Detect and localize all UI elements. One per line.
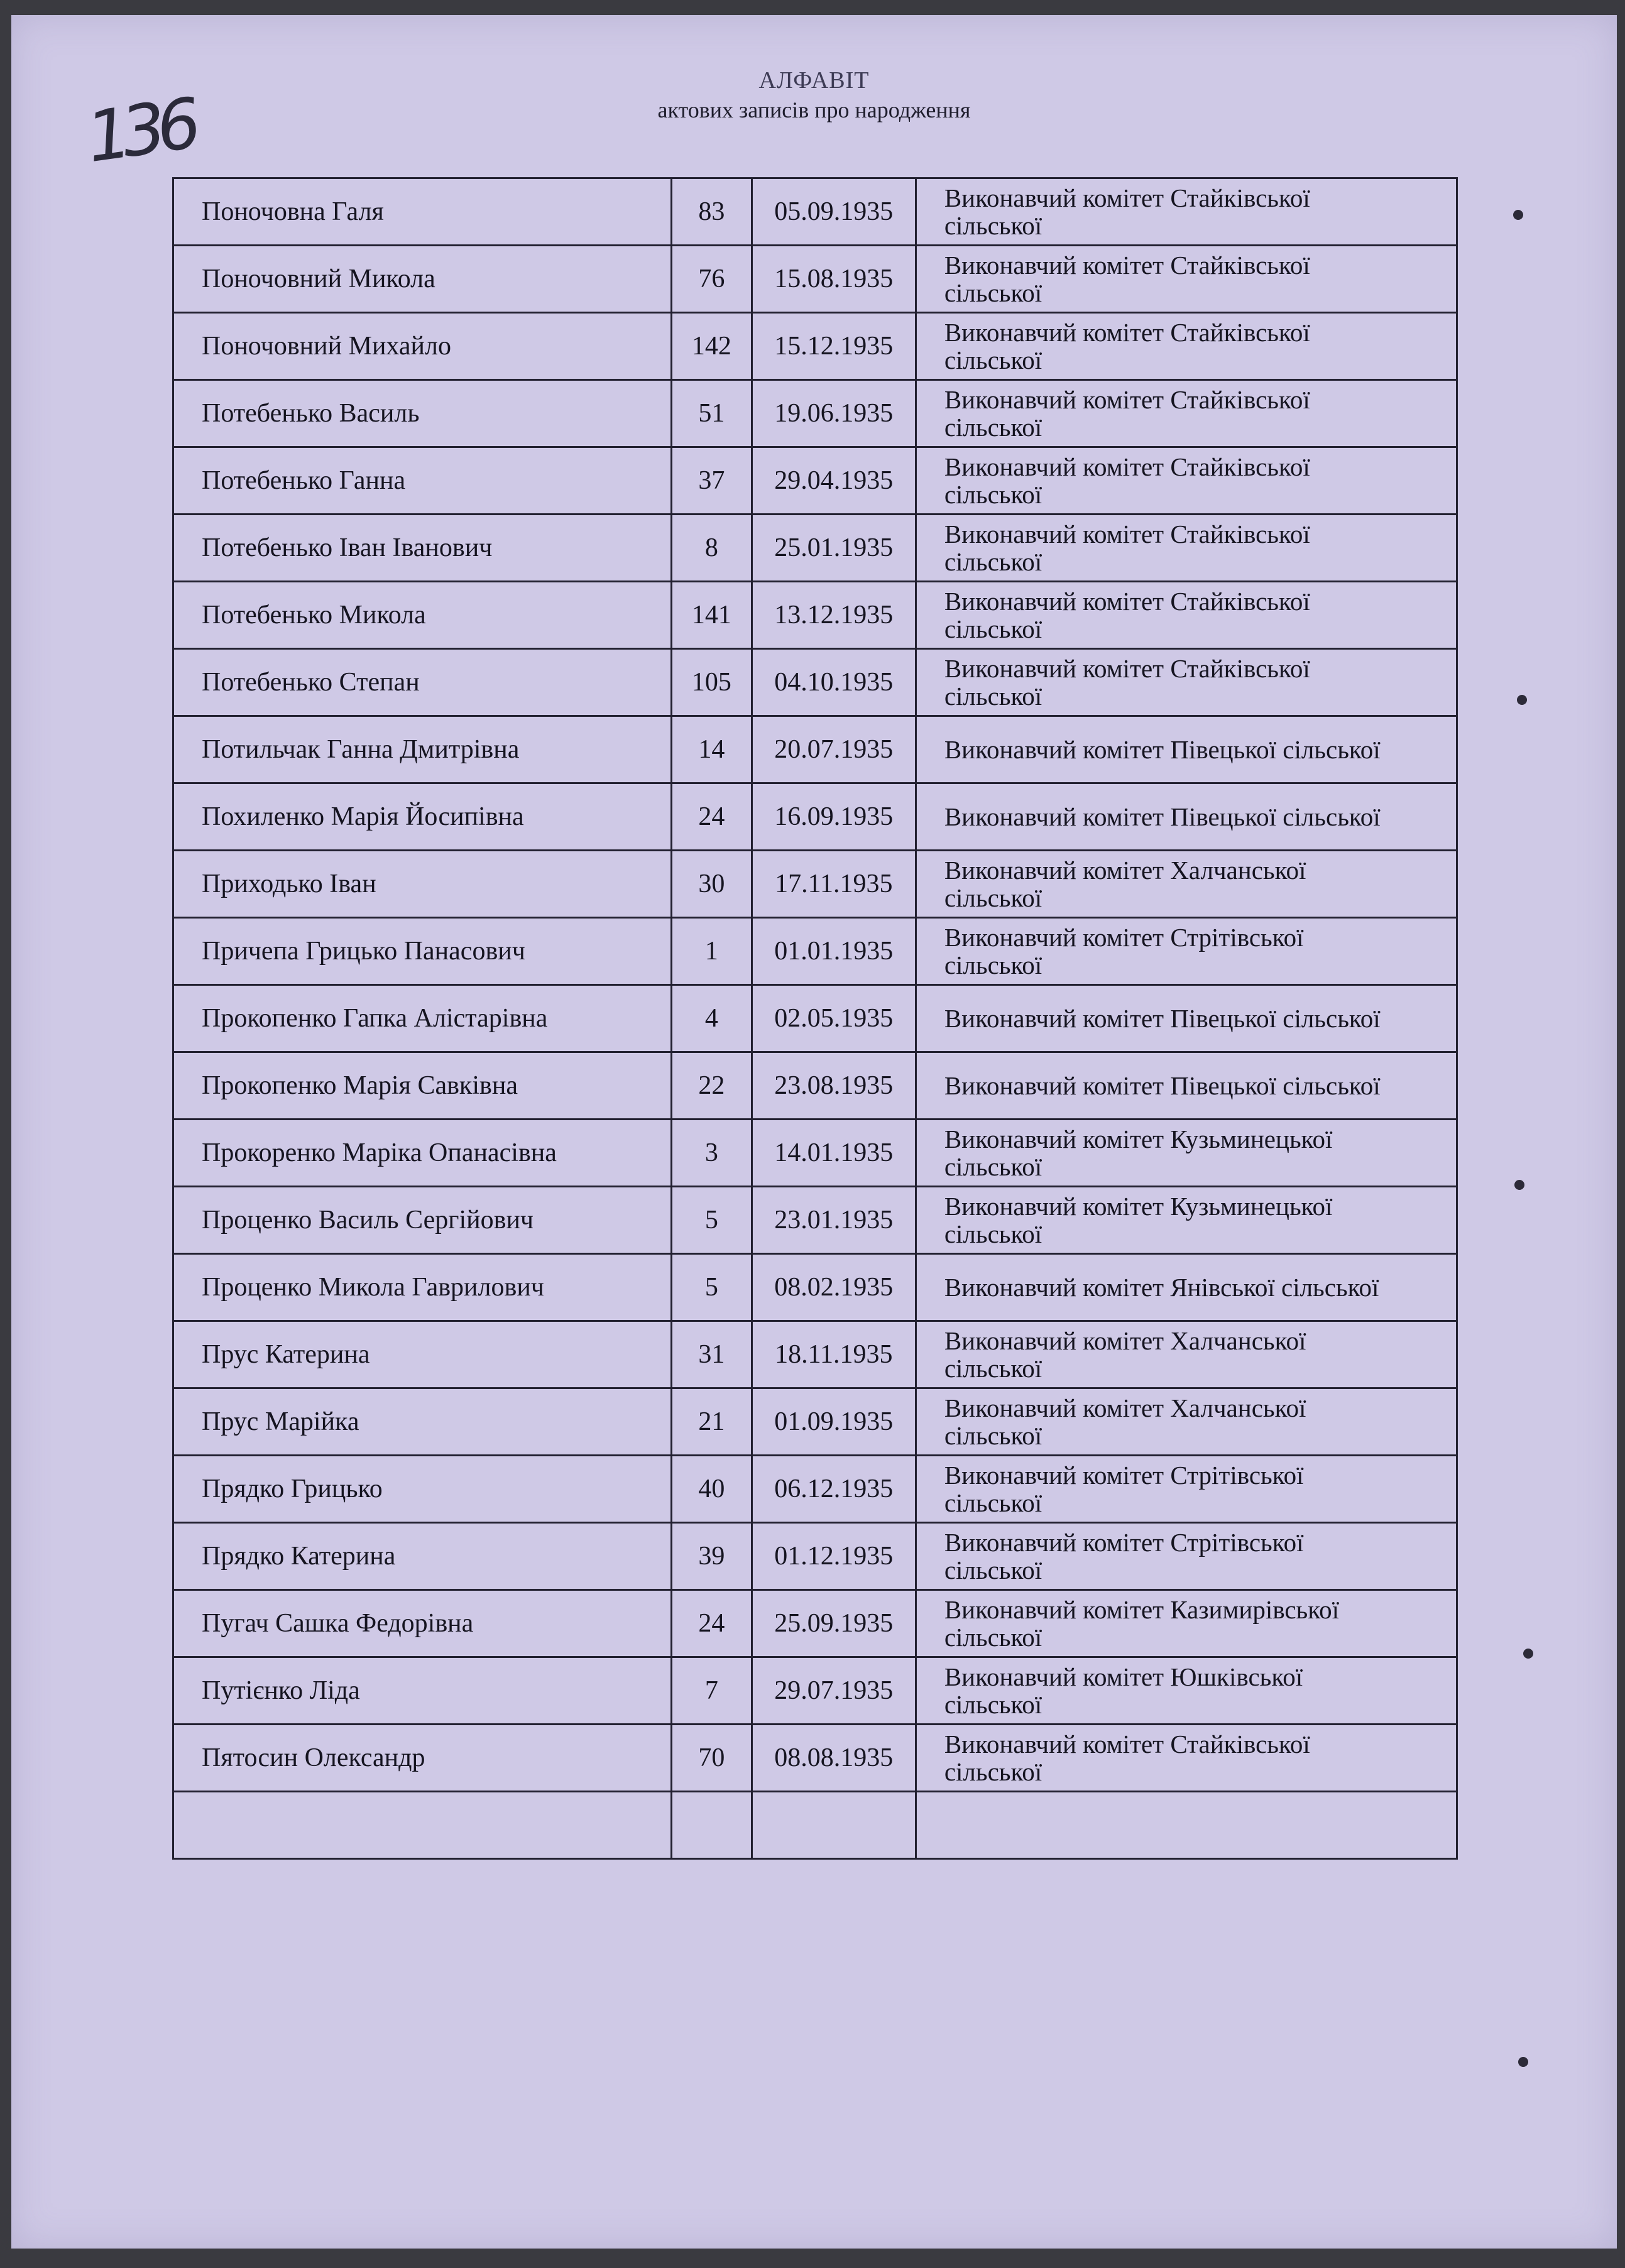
record-office: [916, 1456, 1457, 1523]
record-number: 1: [672, 918, 752, 985]
page-title: АЛФАВІТ: [758, 67, 870, 94]
folio-number: 136: [81, 83, 198, 178]
record-date: 02.05.1935: [752, 985, 916, 1052]
record-office: [916, 1388, 1457, 1456]
record-name: [173, 1792, 672, 1859]
record-date: 19.06.1935: [752, 380, 916, 447]
record-office-line1: Виконавчий комітет Янівської сільської: [944, 1273, 1379, 1302]
record-date: 15.12.1935: [752, 313, 916, 380]
record-office-line1: Виконавчий комітет Стайківської: [944, 654, 1310, 683]
record-office: [916, 447, 1457, 515]
record-name: Похиленко Марія Йосипівна: [173, 783, 672, 851]
record-office-line1: Виконавчий комітет Стайківської: [944, 520, 1310, 548]
record-office: [916, 1052, 1457, 1120]
birth-register-table: [172, 177, 1458, 1860]
record-office-line1: Виконавчий комітет Стрітівської: [944, 1528, 1304, 1557]
table-row: [173, 649, 1457, 716]
record-office-line1: Виконавчий комітет Стрітівської: [944, 923, 1304, 952]
record-office: [916, 851, 1457, 918]
record-office: [916, 1120, 1457, 1187]
table-row: [173, 1725, 1457, 1792]
record-name: Прядко Грицько: [173, 1456, 672, 1523]
record-name: Прус Катерина: [173, 1321, 672, 1388]
record-date: 01.01.1935: [752, 918, 916, 985]
record-name: Потебенько Микола: [173, 582, 672, 649]
record-office-line2: сільської: [944, 951, 1042, 979]
record-office: [916, 649, 1457, 716]
table-row: [173, 1523, 1457, 1590]
record-office-line2: сільської: [944, 1690, 1042, 1719]
record-office: [916, 783, 1457, 851]
record-name: Потильчак Ганна Дмитрівна: [173, 716, 672, 783]
record-office: [916, 582, 1457, 649]
record-date: 29.07.1935: [752, 1657, 916, 1725]
record-office-line1: Виконавчий комітет Халчанської: [944, 1326, 1306, 1355]
page-subtitle: актових записів про народження: [657, 97, 971, 123]
record-office-line1: Виконавчий комітет Кузьминецької: [944, 1125, 1333, 1153]
record-name: Потебенько Василь: [173, 380, 672, 447]
record-number: 21: [672, 1388, 752, 1456]
record-office: [916, 246, 1457, 313]
record-date: 17.11.1935: [752, 851, 916, 918]
table-row: [173, 380, 1457, 447]
record-name: Прядко Катерина: [173, 1523, 672, 1590]
record-office: [916, 1254, 1457, 1321]
record-office: [916, 1590, 1457, 1657]
record-office-line1: Виконавчий комітет Казимирівської: [944, 1595, 1339, 1624]
record-number: 105: [672, 649, 752, 716]
record-number: 24: [672, 1590, 752, 1657]
record-date: 01.12.1935: [752, 1523, 916, 1590]
record-office: [916, 178, 1457, 246]
table-row: [173, 447, 1457, 515]
record-date: 06.12.1935: [752, 1456, 916, 1523]
record-office-line2: сільської: [944, 1623, 1042, 1652]
record-date: [752, 1792, 916, 1859]
table-row: [173, 1254, 1457, 1321]
record-office: [916, 1725, 1457, 1792]
record-name: Пятосин Олександр: [173, 1725, 672, 1792]
record-office-line2: сільської: [944, 614, 1042, 643]
record-office-line2: сільської: [944, 1219, 1042, 1248]
record-date: 18.11.1935: [752, 1321, 916, 1388]
record-date: 13.12.1935: [752, 582, 916, 649]
record-number: 51: [672, 380, 752, 447]
record-office-line1: Виконавчий комітет Півецької сільської: [944, 802, 1381, 831]
record-date: 20.07.1935: [752, 716, 916, 783]
record-office: [916, 985, 1457, 1052]
table-row: [173, 918, 1457, 985]
record-office-line2: сільської: [944, 1152, 1042, 1181]
record-date: 15.08.1935: [752, 246, 916, 313]
record-number: 24: [672, 783, 752, 851]
record-office-line2: сільської: [944, 1354, 1042, 1383]
record-date: 08.08.1935: [752, 1725, 916, 1792]
record-office-line1: Виконавчий комітет Юшківської: [944, 1662, 1303, 1691]
table-row: [173, 1321, 1457, 1388]
record-office: [916, 380, 1457, 447]
record-date: 01.09.1935: [752, 1388, 916, 1456]
record-number: 4: [672, 985, 752, 1052]
binding-hole-mark: [1523, 1649, 1533, 1659]
table-row: [173, 515, 1457, 582]
record-date: 23.01.1935: [752, 1187, 916, 1254]
table-row: [173, 985, 1457, 1052]
record-office: [916, 918, 1457, 985]
record-name: Поночовний Михайло: [173, 313, 672, 380]
record-number: 76: [672, 246, 752, 313]
record-office-line2: сільської: [944, 1757, 1042, 1786]
record-office-line1: Виконавчий комітет Півецької сільської: [944, 735, 1381, 764]
record-office: [916, 1187, 1457, 1254]
record-name: Потебенько Степан: [173, 649, 672, 716]
record-number: 5: [672, 1254, 752, 1321]
record-office-line1: Виконавчий комітет Півецької сільської: [944, 1071, 1381, 1100]
record-number: 3: [672, 1120, 752, 1187]
record-office: [916, 1523, 1457, 1590]
record-office-line1: Виконавчий комітет Стайківської: [944, 587, 1310, 616]
record-office-line2: сільської: [944, 547, 1042, 576]
record-number: 8: [672, 515, 752, 582]
record-office-line2: сільської: [944, 1556, 1042, 1584]
record-office-line1: Виконавчий комітет Стайківської: [944, 183, 1310, 212]
table-row: [173, 1657, 1457, 1725]
record-office-line2: сільської: [944, 1488, 1042, 1517]
table-row: [173, 1052, 1457, 1120]
record-date: 05.09.1935: [752, 178, 916, 246]
table-row: [173, 1590, 1457, 1657]
record-name: Пугач Сашка Федорівна: [173, 1590, 672, 1657]
record-date: 04.10.1935: [752, 649, 916, 716]
record-date: 23.08.1935: [752, 1052, 916, 1120]
record-name: Прокопенко Гапка Алістарівна: [173, 985, 672, 1052]
record-office-line1: Виконавчий комітет Халчанської: [944, 1393, 1306, 1422]
binding-hole-mark: [1514, 1180, 1524, 1190]
record-office-line1: Виконавчий комітет Стрітівської: [944, 1461, 1304, 1490]
record-name: Поночовна Галя: [173, 178, 672, 246]
table-row: [173, 178, 1457, 246]
record-name: Поночовний Микола: [173, 246, 672, 313]
record-office: [916, 313, 1457, 380]
record-number: 83: [672, 178, 752, 246]
table-row: [173, 582, 1457, 649]
record-office-line1: Виконавчий комітет Стайківської: [944, 318, 1310, 347]
record-number: 40: [672, 1456, 752, 1523]
binding-hole-mark: [1513, 210, 1523, 220]
table-row: [173, 313, 1457, 380]
record-name: Прокоренко Маріка Опанасівна: [173, 1120, 672, 1187]
record-office-line1: Виконавчий комітет Півецької сільської: [944, 1004, 1381, 1033]
record-number: 5: [672, 1187, 752, 1254]
record-office-line2: сільської: [944, 480, 1042, 509]
record-name: Проценко Василь Сергійович: [173, 1187, 672, 1254]
table-row: [173, 1187, 1457, 1254]
record-office: [916, 515, 1457, 582]
table-row: [173, 246, 1457, 313]
binding-hole-mark: [1518, 2057, 1528, 2067]
table-row: [173, 1792, 1457, 1859]
record-name: Приходько Іван: [173, 851, 672, 918]
record-office-line1: Виконавчий комітет Стайківської: [944, 385, 1310, 414]
table-row: [173, 783, 1457, 851]
record-number: 37: [672, 447, 752, 515]
record-name: Потебенько Іван Іванович: [173, 515, 672, 582]
record-date: 16.09.1935: [752, 783, 916, 851]
record-name: Путієнко Ліда: [173, 1657, 672, 1725]
record-date: 08.02.1935: [752, 1254, 916, 1321]
record-number: [672, 1792, 752, 1859]
record-office-line2: сільської: [944, 1421, 1042, 1450]
record-office: [916, 1321, 1457, 1388]
record-office-line2: сільської: [944, 413, 1042, 442]
record-name: Проценко Микола Гаврилович: [173, 1254, 672, 1321]
record-number: 14: [672, 716, 752, 783]
table-row: [173, 1388, 1457, 1456]
record-date: 14.01.1935: [752, 1120, 916, 1187]
record-office: [916, 1657, 1457, 1725]
record-office-line1: Виконавчий комітет Стайківської: [944, 452, 1310, 481]
record-office-line2: сільської: [944, 883, 1042, 912]
record-number: 22: [672, 1052, 752, 1120]
record-number: 141: [672, 582, 752, 649]
record-number: 142: [672, 313, 752, 380]
register-body: [173, 178, 1457, 1859]
record-office-line1: Виконавчий комітет Кузьминецької: [944, 1192, 1333, 1221]
record-name: Прус Марійка: [173, 1388, 672, 1456]
record-office-line1: Виконавчий комітет Стайківської: [944, 1730, 1310, 1758]
binding-hole-mark: [1517, 695, 1527, 705]
record-number: 7: [672, 1657, 752, 1725]
record-number: 70: [672, 1725, 752, 1792]
table-row: [173, 716, 1457, 783]
table-row: [173, 851, 1457, 918]
record-office-line1: Виконавчий комітет Стайківської: [944, 251, 1310, 280]
document-page: [11, 15, 1617, 2249]
record-number: 39: [672, 1523, 752, 1590]
record-name: Прокопенко Марія Савківна: [173, 1052, 672, 1120]
record-office-line2: сільської: [944, 278, 1042, 307]
record-date: 25.01.1935: [752, 515, 916, 582]
record-date: 25.09.1935: [752, 1590, 916, 1657]
record-office-line1: Виконавчий комітет Халчанської: [944, 856, 1306, 885]
table-row: [173, 1456, 1457, 1523]
record-name: Причепа Грицько Панасович: [173, 918, 672, 985]
record-office-line2: сільської: [944, 682, 1042, 711]
record-number: 30: [672, 851, 752, 918]
record-office: [916, 716, 1457, 783]
record-office: [916, 1792, 1457, 1859]
table-row: [173, 1120, 1457, 1187]
record-name: Потебенько Ганна: [173, 447, 672, 515]
record-date: 29.04.1935: [752, 447, 916, 515]
record-office-line2: сільської: [944, 346, 1042, 374]
record-number: 31: [672, 1321, 752, 1388]
record-office-line2: сільської: [944, 211, 1042, 240]
